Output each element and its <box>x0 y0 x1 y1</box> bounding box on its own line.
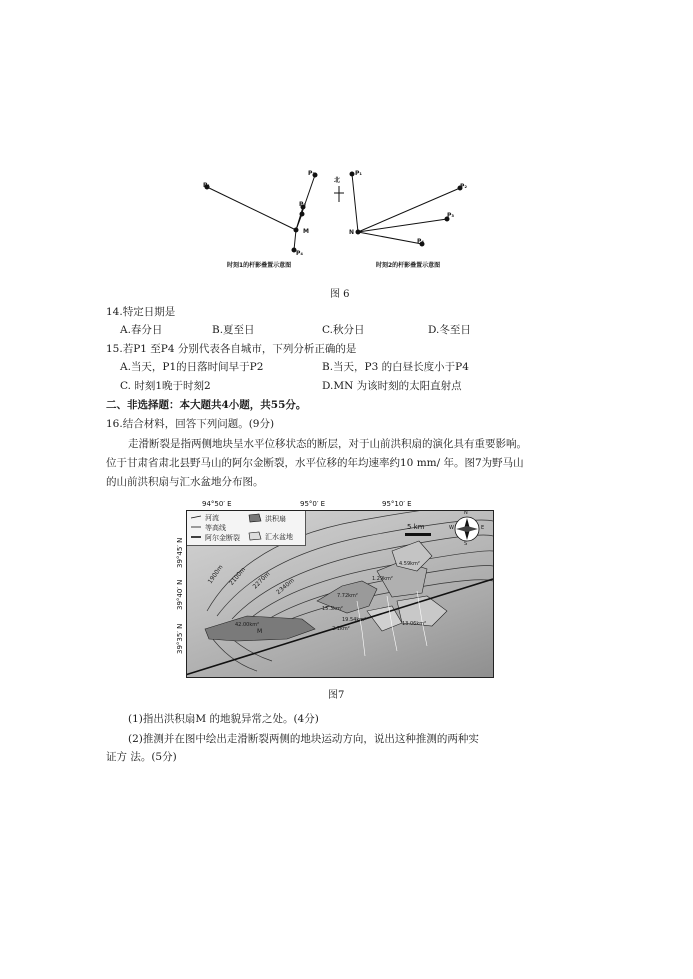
lat-label-2: 39°40′ N <box>176 579 184 610</box>
area-label-8: 42.00km² <box>235 622 260 628</box>
q16-sub1: (1)指出洪积扇M 的地貌异常之处。(4分) <box>128 713 319 725</box>
area-label-4: 15.3km² <box>322 606 343 612</box>
q14-option-a: A.春分日 <box>120 324 163 336</box>
compass-n: N <box>464 510 468 516</box>
q15-option-b: B.当天，P3 的白昼长度小于P4 <box>322 361 469 373</box>
q16-para-line3: 的山前洪积扇与汇水盆地分布图。 <box>106 476 264 488</box>
area-label-3: 7.72km² <box>337 593 358 599</box>
figure7-map <box>186 510 494 678</box>
lat-label-3: 39°35′ N <box>176 623 184 654</box>
lat-label-1: 39°45′ N <box>176 537 184 568</box>
figure6-title: 图 6 <box>330 289 350 300</box>
q16-sub2-line2: 证方 法。(5分) <box>106 751 177 763</box>
contour-label-2100: 2100m <box>228 566 248 587</box>
shadow-diagram-2 <box>350 172 462 246</box>
p3-label-top: P₃ <box>308 170 316 177</box>
shadow-diagram-1 <box>205 173 317 252</box>
area-label-6: 2.1km² <box>332 626 350 632</box>
north-label: 北 <box>334 177 341 184</box>
legend-fault: 阿尔金断裂 <box>205 534 240 542</box>
q15-option-a: A.当天，P1的日落时间早于P2 <box>120 361 264 373</box>
q14-option-c: C.秋分日 <box>322 324 365 336</box>
p2-label-2: P₂ <box>460 183 468 190</box>
fan-m-label: M <box>257 628 263 635</box>
p3-label-2: P₃ <box>447 212 455 219</box>
q14-option-d: D.冬至日 <box>428 324 471 336</box>
q14-option-b: B.夏至日 <box>212 324 255 336</box>
compass-e: E <box>481 525 485 531</box>
q14-stem: 14.特定日期是 <box>106 306 176 318</box>
compass-w: W <box>449 525 454 531</box>
scale-label: 5 km <box>407 523 425 531</box>
north-arrow-icon <box>334 186 344 202</box>
n-point-label: N <box>349 229 355 236</box>
lon-label-1: 94°50′ E <box>202 500 232 508</box>
lon-label-3: 95°10′ E <box>382 500 412 508</box>
legend-contour: 等高线 <box>205 524 226 532</box>
q15-stem: 15.若P1 至P4 分别代表各自城市，下列分析正确的是 <box>106 343 357 355</box>
area-label-1: 4.59km² <box>399 561 420 567</box>
p1-label: P₁ <box>203 182 211 189</box>
legend-river: 河流 <box>205 514 219 522</box>
p4-label: P₄ <box>296 250 304 257</box>
compass-s: S <box>464 541 468 547</box>
legend-basin: 汇水盆地 <box>265 533 293 541</box>
contour-label-2340: 2340m <box>275 577 296 596</box>
diagram2-caption: 时刻2的杆影叠置示意图 <box>376 262 441 269</box>
area-label-2: 1.29km² <box>372 576 393 582</box>
catchment-basins <box>317 541 447 631</box>
scale-bar <box>405 533 431 536</box>
compass-icon <box>455 517 479 541</box>
section2-heading: 二、非选择题：本大题共4小题，共55分。 <box>106 399 307 411</box>
q16-sub2-line1: (2)推测并在图中绘出走滑断裂两侧的地块运动方向，说出这种推测的两种实 <box>128 733 479 745</box>
diagram1-caption: 时刻1的杆影叠置示意图 <box>227 262 292 269</box>
figure7-title: 图7 <box>328 690 345 701</box>
p4-label-2: P₄ <box>417 238 425 245</box>
area-label-7: 13.06km² <box>402 621 427 627</box>
q15-option-d: D.MN 为该时刻的太阳直射点 <box>322 380 462 392</box>
lon-label-2: 95°0′ E <box>300 500 326 508</box>
contour-label-1900: 1900m <box>206 563 225 586</box>
contour-label-2270: 2270m <box>251 570 272 591</box>
q15-option-c: C. 时刻1晚于时刻2 <box>120 380 211 392</box>
area-label-5: 19.54km² <box>342 617 367 623</box>
legend-fan: 洪积扇 <box>265 515 286 523</box>
q16-para-line1: 走滑断裂是指两侧地块呈水平位移状态的断层，对于山前洪积扇的演化具有重要影响。 <box>128 438 527 450</box>
p1-label-2: P₁ <box>355 170 363 177</box>
m-point-label: M <box>303 228 309 235</box>
q16-stem: 16.结合材料，回答下列问题。(9分) <box>106 418 275 430</box>
q16-para-line2: 位于甘肃省肃北县野马山的阿尔金断裂，水平位移的年均速率约10 mm/ 年。图7为野马山 <box>106 457 524 469</box>
p2-label: P₂ <box>299 201 307 208</box>
